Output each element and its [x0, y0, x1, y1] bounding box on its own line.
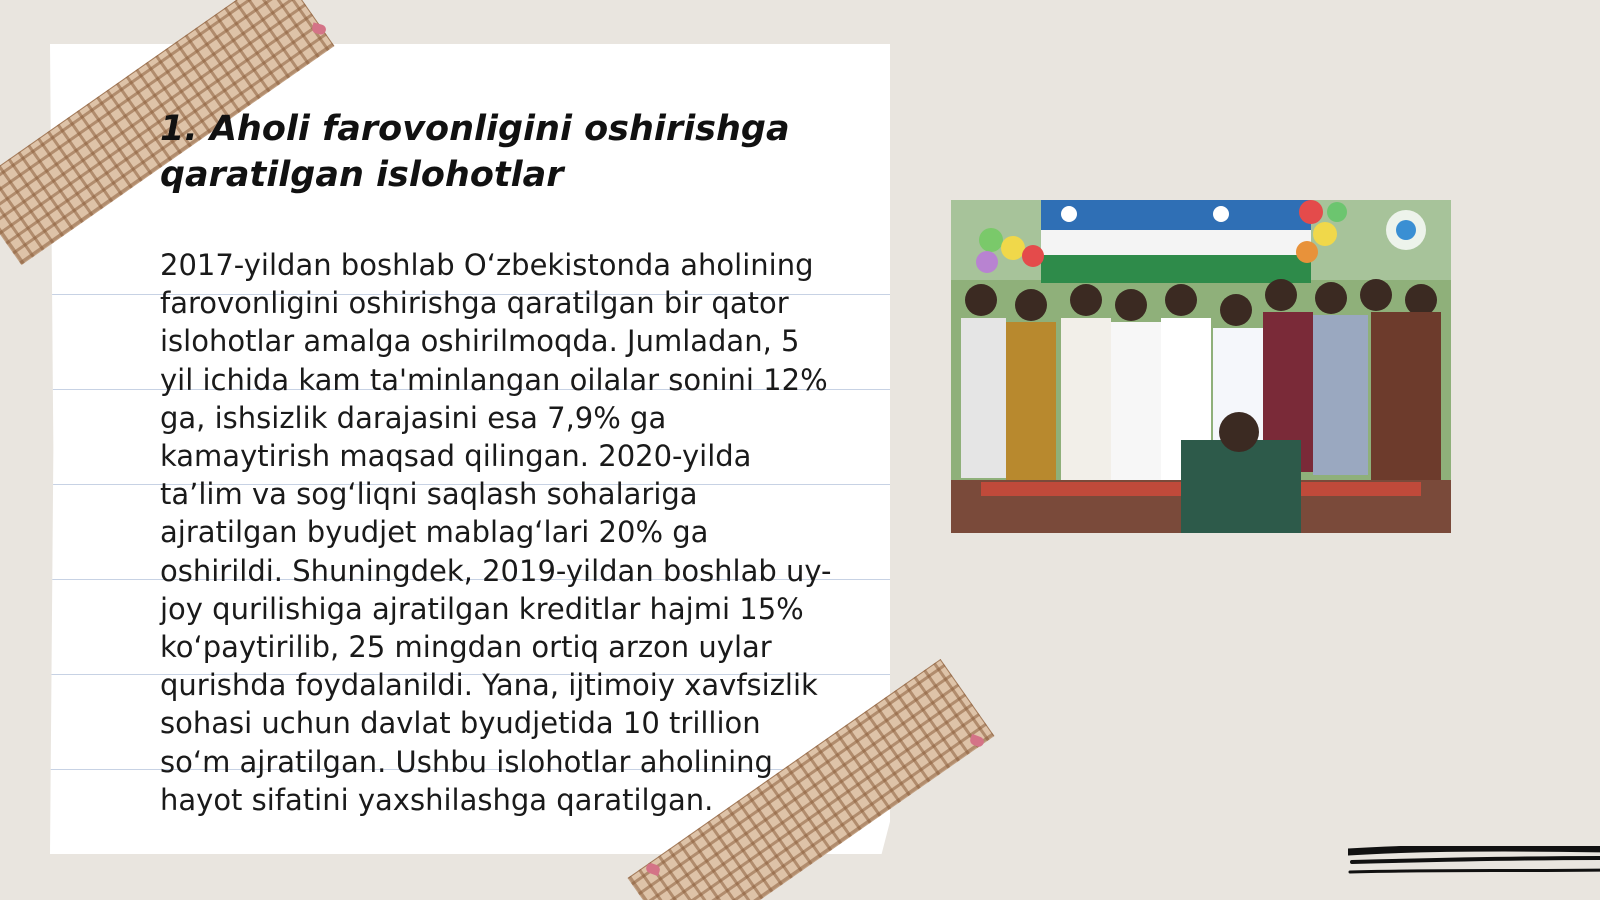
brush-stroke-decoration: [1348, 846, 1600, 886]
slide-title: 1. Aholi farovonligini oshirishga qaratilgan islohotlar: [160, 109, 790, 195]
photo-illustration: [951, 200, 1451, 533]
group-photo-image: [951, 200, 1451, 533]
slide-body-text: 2017-yildan boshlab O‘zbekistonda aholining farovonligini oshirishga qaratilgan bir qator islohotlar amalga oshirilmoqda. Jumladan, 5 yil ichida kam ta'minlangan oilalar sonini 12% ga, ishsizlik darajasini esa 7,9% ga kamaytirish maqsad qilingan. 2020-yilda ta’lim va sog‘liqni saqlash sohalariga ajratilgan byudjet mablag‘lari 20% ga oshirildi. Shuningdek, 2019-yildan boshlab uy-joy qurilishiga ajratilgan kreditlar hajmi 15% ko‘paytirilib, 25 mingdan ortiq arzon uylar qurishda foydalanildi. Yana, ijtimoiy xavfsizlik sohasi uchun davlat byudjetida 10 trillion so‘m ajratilgan. Ushbu islohotlar aholining hayot sifatini yaxshilashga qaratilgan.: [160, 248, 832, 817]
